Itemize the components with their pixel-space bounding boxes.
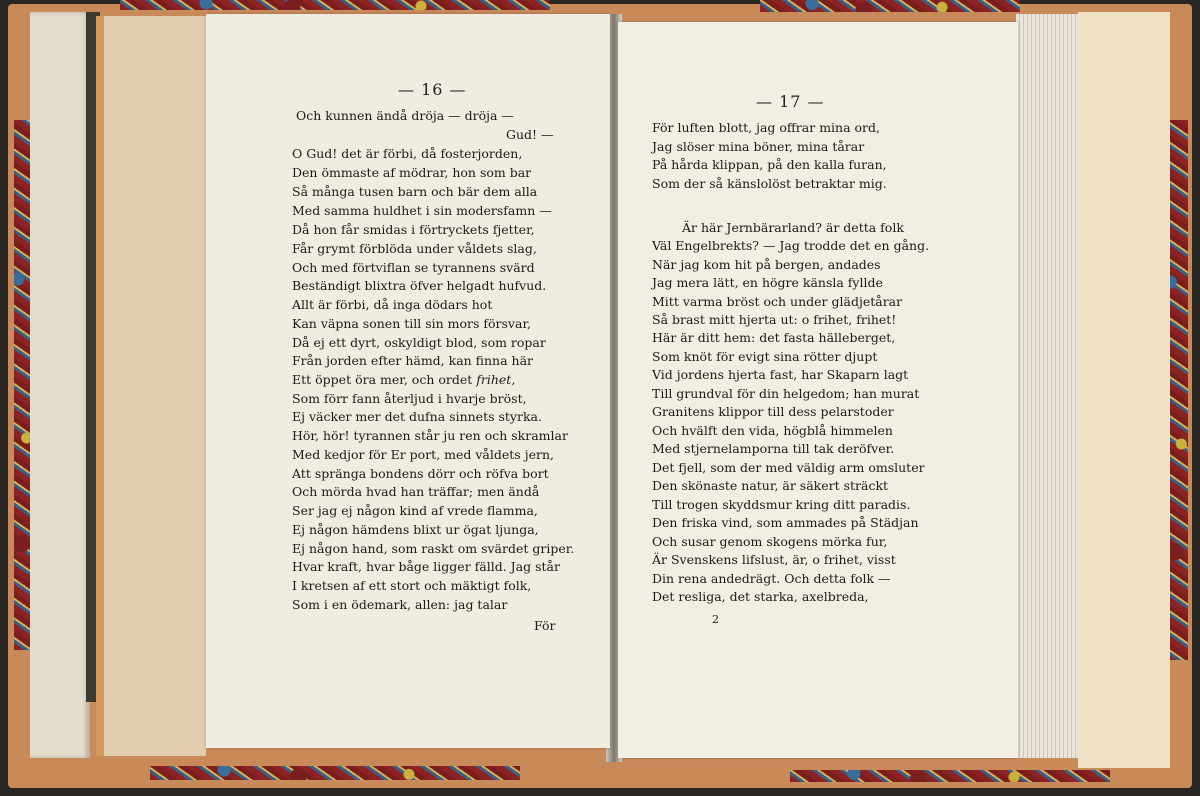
text-line: Att spränga bondens dörr och röfva bort	[292, 466, 549, 481]
text-line: Från jorden efter hämd, kan finna här	[292, 353, 534, 368]
text-line: Och hvälft den vida, högblå himmelen	[652, 423, 893, 438]
text-line: Och med förtviflan se tyrannens svärd	[292, 260, 535, 275]
text-line: Den ömmaste af mödrar, hon som bar	[292, 165, 532, 180]
text-line: Så många tusen barn och bär dem alla	[292, 184, 538, 199]
text-line: Och mörda hvad han träffar; men ändå	[292, 484, 540, 499]
text-line: Den skönaste natur, är säkert sträckt	[652, 478, 889, 493]
text-line: O Gud! det är förbi, då fosterjorden,	[292, 146, 523, 161]
text-line: Din rena andedrägt. Och detta folk —	[652, 571, 891, 586]
text-line: Här är ditt hem: det fasta hälleberget,	[652, 330, 896, 345]
text-line: På hårda klippan, på den kalla furan,	[652, 157, 887, 172]
marbled-endpaper-bottom-right	[790, 770, 1110, 782]
right-flyleaf	[1078, 12, 1170, 768]
text-line: Och kunnen ändå dröja — dröja —	[296, 108, 514, 123]
marbled-endpaper-bottom-left	[150, 766, 520, 780]
text-line: Ej någon hämdens blixt ur ögat ljunga,	[292, 522, 539, 537]
right-page-stack	[1016, 14, 1080, 758]
text-line: Ej någon hand, som raskt om svärdet griper.	[292, 541, 575, 556]
italic-word: frihet,	[476, 372, 516, 387]
text-line: Hör, hör! tyrannen står ju ren och skramlar	[292, 428, 568, 443]
marbled-endpaper-top-right	[760, 0, 1020, 12]
text-line: Kan väpna sonen till sin mors försvar,	[292, 316, 532, 331]
left-flyleaf-shade	[96, 16, 104, 756]
left-page	[206, 14, 610, 748]
text-line: Med stjernelamporna till tak deröfver.	[652, 441, 895, 456]
text-line: Ett öppet öra mer, och ordet frihet,	[292, 372, 516, 387]
text-line: Hvar kraft, hvar båge ligger fälld. Jag står	[292, 559, 560, 574]
text-line: Som förr fann återljud i hvarje bröst,	[292, 391, 527, 406]
text-line: Är här Jernbärarland? är detta folk	[682, 220, 904, 235]
text-line: Till grundval för din helgedom; han murat	[652, 386, 920, 401]
marbled-endpaper-top-left	[120, 0, 550, 10]
page-number: — 16 —	[398, 80, 467, 99]
text-line: Så brast mitt hjerta ut: o frihet, frihet!	[652, 312, 897, 327]
left-flyleaf	[98, 16, 206, 756]
text-line: Då ej ett dyrt, oskyldigt blod, som ropar	[292, 335, 546, 350]
signature-mark: 2	[712, 613, 719, 626]
text-line: Som i en ödemark, allen: jag talar	[292, 597, 508, 612]
text-line: Ser jag ej någon kind af vrede flamma,	[292, 503, 538, 518]
text-line: Är Svenskens lifslust, är, o frihet, visst	[652, 552, 896, 567]
text-line: Ej väcker mer det dufna sinnets styrka.	[292, 409, 542, 424]
text-line: Granitens klippor till dess pelarstoder	[652, 404, 894, 419]
text-line: Det resliga, det starka, axelbreda,	[652, 589, 869, 604]
text-line: Den friska vind, som ammades på Städjan	[652, 515, 919, 530]
text-line: För luften blott, jag offrar mina ord,	[652, 120, 880, 135]
text-line: När jag kom hit på bergen, andades	[652, 257, 881, 272]
text-line: Som knöt för evigt sina rötter djupt	[652, 349, 878, 364]
text-line: Med samma huldhet i sin modersfamn —	[292, 203, 552, 218]
text-line: Till trogen skyddsmur kring ditt paradis.	[652, 497, 911, 512]
catchword: För	[534, 618, 556, 633]
left-page-stack	[30, 12, 90, 758]
text-line: Jag slöser mina böner, mina tårar	[652, 139, 865, 154]
text-line: Jag mera lätt, en högre känsla fyllde	[652, 275, 883, 290]
text-line: I kretsen af ett stort och mäktigt folk,	[292, 578, 532, 593]
right-page	[618, 22, 1018, 758]
text-line: Det fjell, som der med väldig arm omsluter	[652, 460, 925, 475]
text-line: Mitt varma bröst och under glädjetårar	[652, 294, 903, 309]
text-line: Som der så känslolöst betraktar mig.	[652, 176, 887, 191]
page-number: — 17 —	[756, 92, 825, 111]
text-line: Får grymt förblöda under våldets slag,	[292, 241, 537, 256]
text-line: Med kedjor för Er port, med våldets jern,	[292, 447, 554, 462]
text-line: Beständigt blixtra öfver helgadt hufvud.	[292, 278, 547, 293]
text-line: Då hon får smidas i förtryckets fjetter,	[292, 222, 535, 237]
text-line: Väl Engelbrekts? — Jag trodde det en gång.	[652, 238, 930, 253]
text-line: Och susar genom skogens mörka fur,	[652, 534, 888, 549]
text-line: Allt är förbi, då inga dödars hot	[292, 297, 493, 312]
text-line: Vid jordens hjerta fast, har Skaparn lagt	[652, 367, 909, 382]
text-line: Gud! —	[506, 127, 554, 142]
